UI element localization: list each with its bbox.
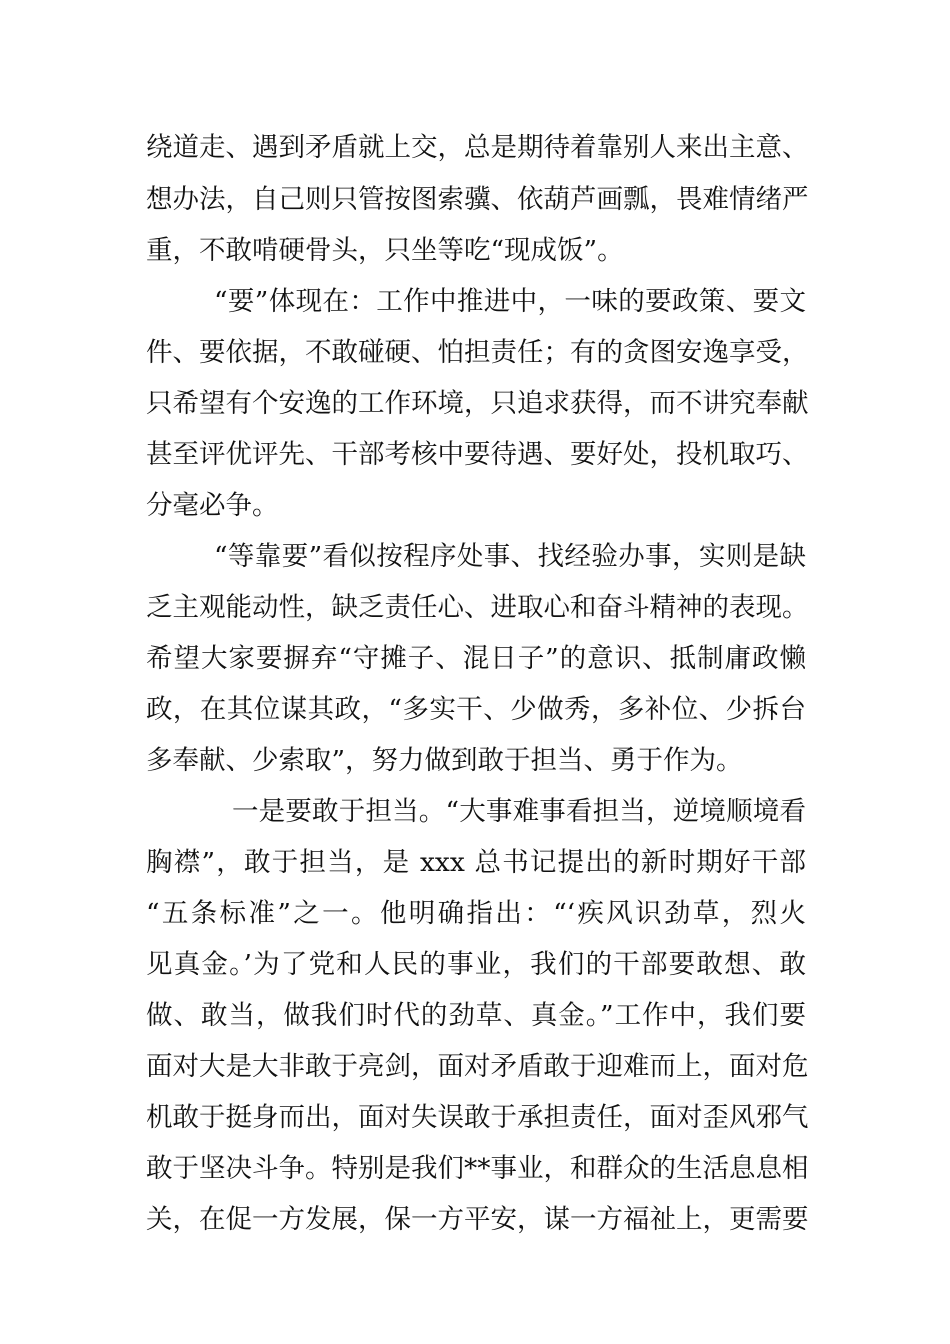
text-line: 一是要敢于担当。“大事难事看担当，逆境顺境看 [232,796,806,827]
text-line: 绕道走、遇到矛盾就上交，总是期待着靠别人来出主意、 [146,132,809,163]
text-line: “五条标准”之一。他明确指出：“‘疾风识劲草，烈火 [146,898,806,929]
text-line: 多奉献、少索取”，努力做到敢于担当、勇于作为。 [146,745,743,776]
text-line: 乏主观能动性，缺乏责任心、进取心和奋斗精神的表现。 [146,592,809,623]
text-line: 只希望有个安逸的工作环境，只追求获得，而不讲究奉献 [146,388,809,419]
text-line: 胸襟”，敢于担当，是 xxx 总书记提出的新时期好干部 [146,847,806,878]
text-line: 敢于坚决斗争。特别是我们**事业，和群众的生活息息相 [146,1153,809,1184]
text-line: 关，在促一方发展，保一方平安，谋一方福祉上，更需要 [146,1204,809,1235]
text-line: 分毫必争。 [146,490,279,521]
text-line: 政，在其位谋其政，“多实干、少做秀，多补位、少拆台 [146,694,806,725]
text-line: “要”体现在：工作中推进中，一味的要政策、要文 [214,286,806,317]
text-line: 希望大家要摒弃“守摊子、混日子”的意识、抵制庸政懒 [146,643,806,674]
text-line: 想办法，自己则只管按图索骥、依葫芦画瓢，畏难情绪严 [146,184,809,215]
text-line: 甚至评优评先、干部考核中要待遇、要好处，投机取巧、 [146,439,809,470]
text-line: 见真金。’为了党和人民的事业，我们的干部要敢想、敢 [146,949,806,980]
text-line: 件、要依据，不敢碰硬、怕担责任；有的贪图安逸享受， [146,337,809,368]
text-line: 重，不敢啃硬骨头，只坐等吃“现成饭”。 [146,235,624,266]
text-line: 面对大是大非敢于亮剑，面对矛盾敢于迎难而上，面对危 [146,1051,809,1082]
text-line: “等靠要”看似按程序处事、找经验办事，实则是缺 [214,541,806,572]
text-line: 做、敢当，做我们时代的劲草、真金。”工作中，我们要 [146,1000,806,1031]
text-line: 机敢于挺身而出，面对失误敢于承担责任，面对歪风邪气 [146,1102,809,1133]
